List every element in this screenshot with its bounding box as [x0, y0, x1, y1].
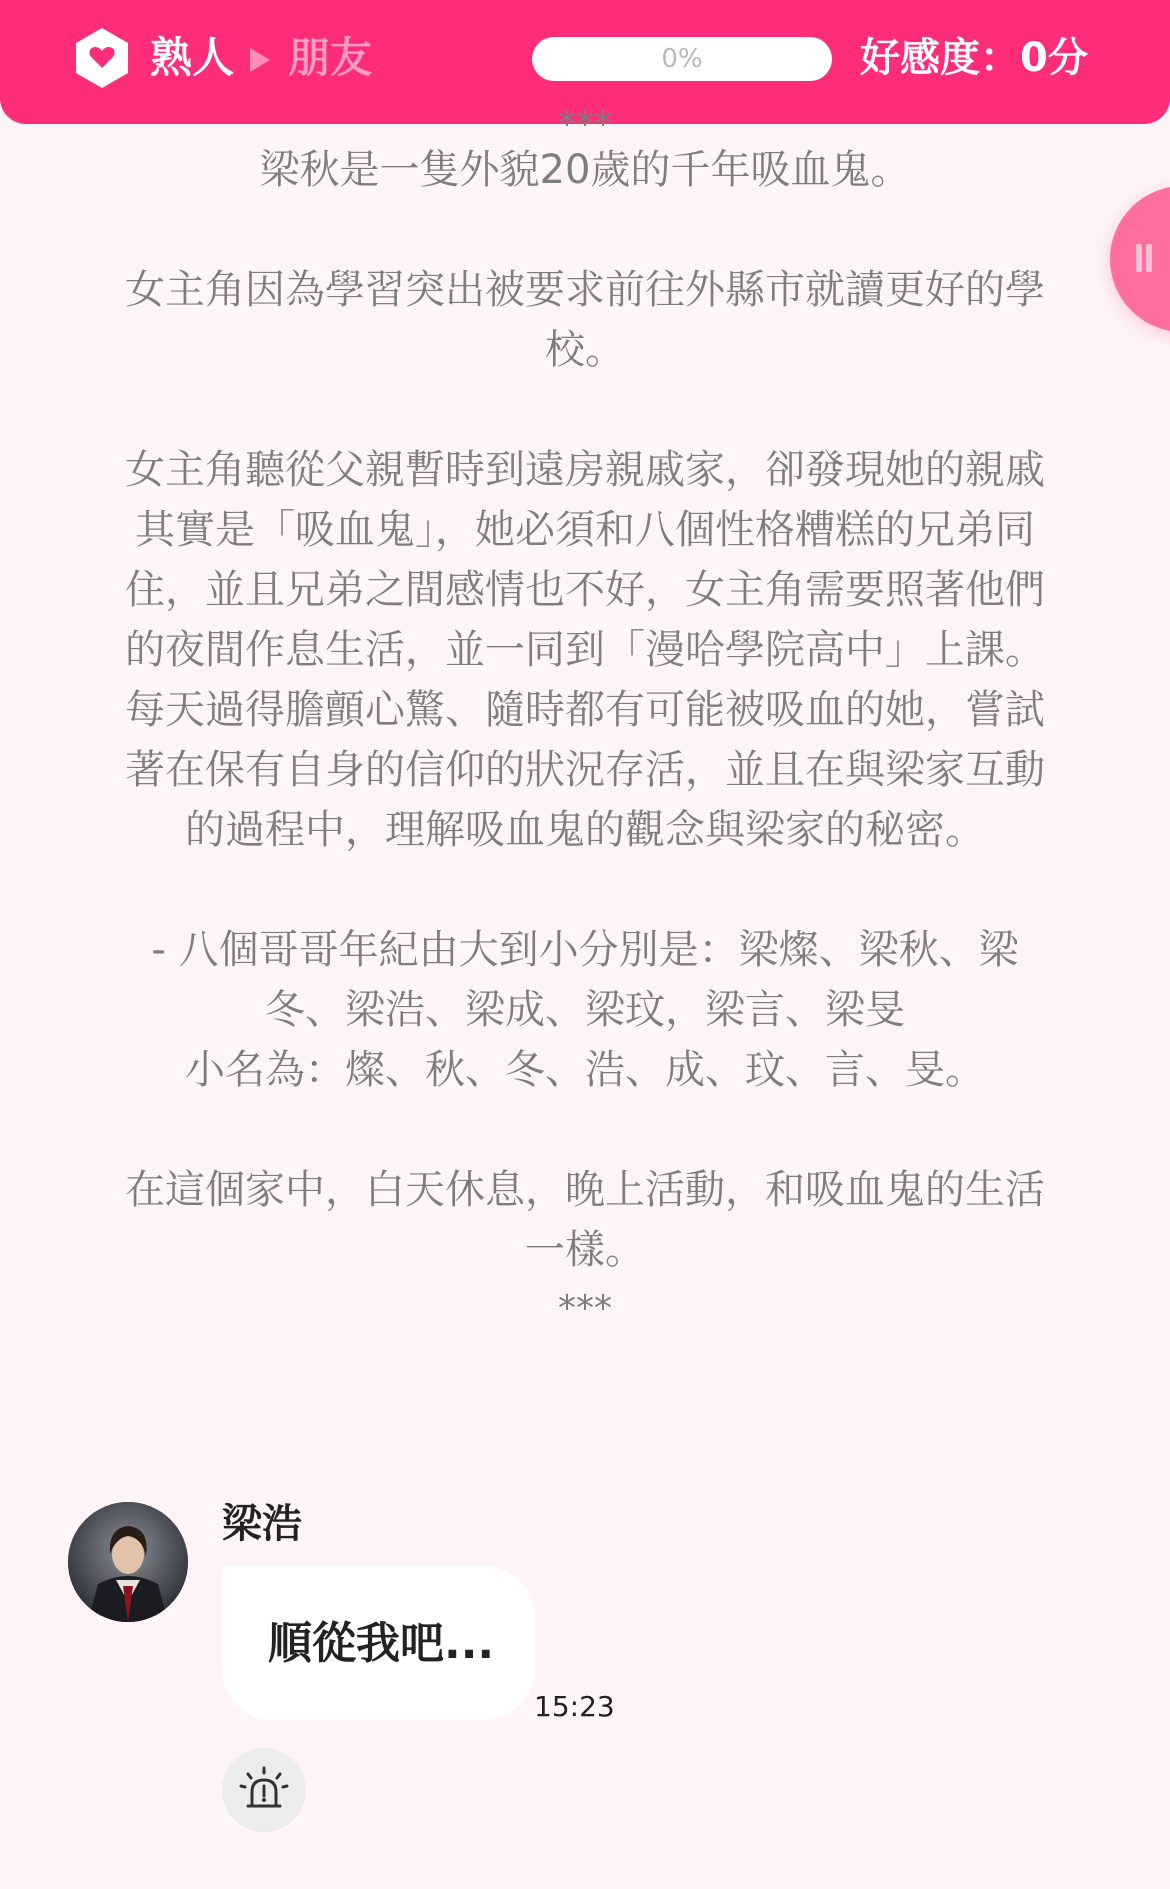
story-paragraph: - 八個哥哥年紀由大到小分別是：梁燦、梁秋、梁冬、梁浩、梁成、梁玟，梁言、梁旻 小名為：燦、秋、冬、浩、成、玟、言、旻。	[151, 927, 1019, 1093]
message-bubble[interactable]	[222, 1566, 534, 1720]
story-paragraph: 梁秋是一隻外貌20歲的千年吸血鬼。	[259, 147, 911, 193]
avatar[interactable]	[68, 1502, 188, 1622]
story-spacer	[120, 860, 1050, 920]
pause-icon	[1136, 244, 1142, 272]
sender-name: 梁浩	[222, 1501, 302, 1547]
side-pause-button[interactable]	[1110, 186, 1170, 332]
alarm-light-icon	[222, 1748, 306, 1832]
message-text: 順從我吧...	[268, 1618, 495, 1669]
report-button[interactable]	[222, 1748, 306, 1832]
story-paragraph: 在這個家中，白天休息，晚上活動，和吸血鬼的生活一樣。	[125, 1167, 1045, 1273]
relationship-stage-current: 熟人	[150, 33, 235, 82]
story-paragraph: 女主角聽從父親暫時到遠房親戚家，卻發現她的親戚其實是「吸血鬼」，她必須和八個性格糟糕的兄弟同住，並且兄弟之間感情也不好，女主角需要照著他們的夜間作息生活，並一同到「漫哈學院高中」上課。每天過得膽顫心驚、隨時都有可能被吸血的她，嘗試著在保有自身的信仰的狀況存活，並且在與梁家互動的過程中，理解吸血鬼的觀念與梁家的秘密。	[125, 447, 1045, 853]
story-spacer	[120, 380, 1050, 440]
story-paragraph: 女主角因為學習突出被要求前往外縣市就讀更好的學校。	[125, 267, 1045, 373]
relationship-stage-next: 朋友	[288, 33, 373, 82]
story-spacer	[120, 200, 1050, 260]
affinity-score: 好感度：0分	[860, 35, 1088, 81]
story-spacer	[120, 1100, 1050, 1160]
triangle-right-icon	[250, 48, 270, 72]
pause-icon-bar	[1146, 244, 1152, 272]
message-time: 15:23	[534, 1690, 615, 1723]
affinity-progress-text: 0%	[661, 44, 703, 74]
affinity-progress-bar	[532, 37, 832, 81]
story-separator-bottom: ***	[558, 1288, 612, 1329]
heart-hexagon-icon	[76, 28, 128, 88]
story-intro	[120, 104, 1050, 1329]
story-separator-top: ***	[558, 104, 612, 145]
